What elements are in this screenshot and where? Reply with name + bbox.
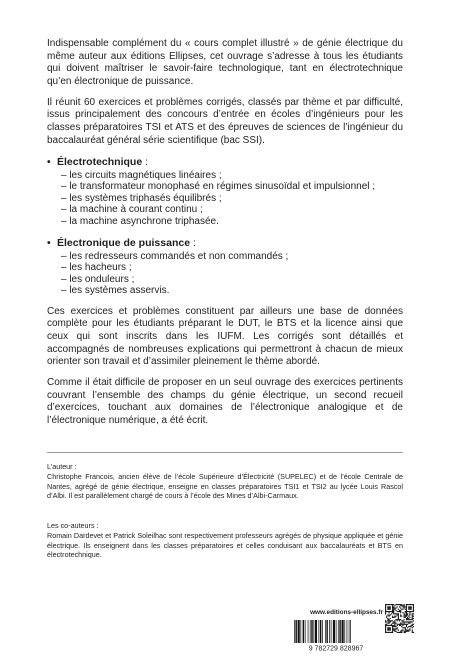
isbn-digits: 9 782729 828967: [308, 645, 364, 652]
outro-paragraph-1: Ces exercices et problèmes constituent par ailleurs une base de données complète pour les étudiants préparant le DUT, le BTS et la licence ainsi que ceux qui sont inscrits dans les IUFM. Les corrigés sont détaillés et accompagnés de nombreuses explications qui permettront à chacun de mieux orienter son travail et d’assimiler pleinement le thème abordé.: [47, 305, 403, 368]
author-heading: L’auteur :: [47, 462, 77, 471]
list-item: – la machine à courant continu ;: [61, 204, 203, 216]
section-title-text: Électronique de puissance: [57, 236, 191, 249]
intro-paragraph-2: Il réunit 60 exercices et problèmes corrigés, classés par thème et par difficulté, issus principalement des concours d’entrée en écoles d’ingénieurs pour les classes préparatoires TSI et ATS et des épreuves de sciences de l’ingénieur du baccalauréat général série scientifique (bac SSI).: [47, 96, 403, 146]
list-item: – les systèmes triphasés équilibrés ;: [61, 192, 222, 204]
publisher-url[interactable]: www.editions-ellipses.fr: [310, 609, 383, 616]
barcode-bars: [294, 620, 351, 643]
section-title-colon: :: [142, 155, 149, 168]
author-bio: [47, 462, 403, 500]
bullet-icon: •: [47, 155, 51, 168]
section-electrotechnique: [47, 156, 403, 228]
outro-paragraph-2: Comme il était difficile de proposer en un seul ouvrage des exercices pertinents couvrant l’ensemble des champs du génie électrique, un second recueil d’exercices, touchant aux domaines de l’électronique analogique et de l’électronique numérique, a été écrit.: [47, 377, 403, 427]
section-title: [47, 237, 403, 250]
coauthors-heading: Les co-auteurs :: [47, 521, 99, 530]
list-item: – les redresseurs commandés et non commandés ;: [61, 250, 289, 262]
qr-code-icon[interactable]: [385, 604, 414, 633]
list-item: – le transformateur monophasé en régimes sinusoïdal et impulsionnel ;: [61, 181, 376, 193]
list-item: – les onduleurs ;: [61, 273, 135, 285]
intro-paragraph-1: Indispensable complément du « cours complet illustré » de génie électrique du même auteur aux éditions Ellipses, cet ouvrage s’adresse à tous les étudiants qui doivent maîtriser le savoir-faire technologique, tant en électrotechnique qu’en électronique de puissance.: [47, 38, 403, 87]
coauthors-text: Romain Dardevet et Patrick Soleilhac sont respectivement professeurs agrégés de physique appliquée et génie électrique. Ils enseignent dans les classes préparatoires et celles conduisant aux baccalauréats et BTS en électrotechnique.: [47, 531, 403, 559]
list-item: – les systèmes asservis.: [61, 285, 170, 297]
list-item: – la machine asynchrone triphasée.: [61, 215, 219, 227]
list-item: – les hacheurs ;: [61, 262, 132, 274]
topic-list: [47, 170, 403, 228]
main-text: [47, 38, 403, 436]
list-item: – les circuits magnétiques linéaires ;: [61, 169, 222, 181]
coauthors-bio: [47, 521, 403, 559]
divider: [47, 452, 403, 453]
bullet-icon: •: [47, 236, 51, 249]
author-text: Christophe Francois, ancien élève de l’école Supérieure d’Électricité (SUPELEC) et de l’école Centrale de Nantes, agrégé de génie électrique, enseigne en classes préparatoires TSI1 et TSI2 au lycée Louis Rascol d’Albi. Il est parallèlement chargé de cours à l’école des Mines d’Albi-Carmaux.: [47, 472, 403, 500]
section-title-text: Électrotechnique: [57, 155, 143, 168]
topic-list: [47, 251, 403, 297]
section-title-colon: :: [190, 236, 196, 249]
barcode-icon: [288, 618, 384, 652]
section-electronique-puissance: [47, 237, 403, 297]
section-title: [47, 156, 403, 169]
